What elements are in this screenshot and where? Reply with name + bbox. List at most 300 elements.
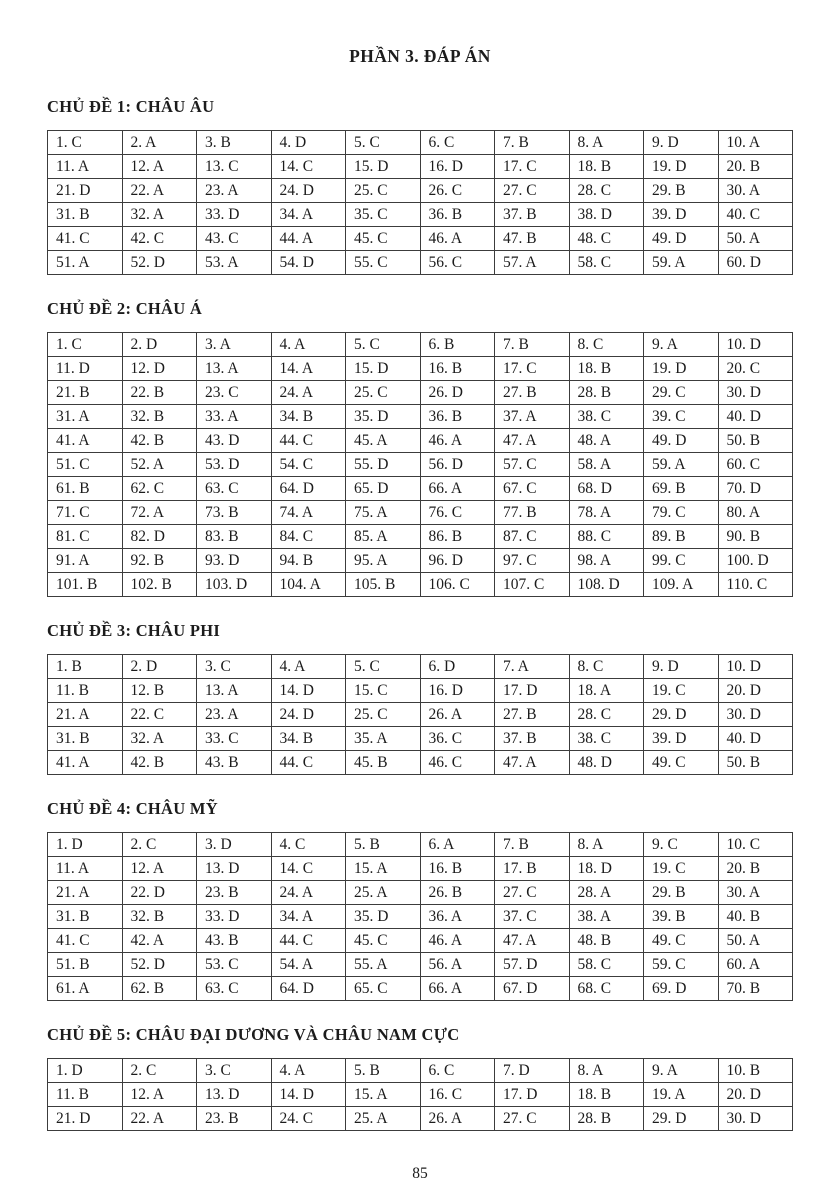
answer-cell: 56. C bbox=[420, 251, 495, 275]
answer-cell: 59. A bbox=[644, 251, 719, 275]
answer-cell: 11. D bbox=[48, 357, 123, 381]
answer-cell: 29. B bbox=[644, 179, 719, 203]
answer-cell: 62. B bbox=[122, 977, 197, 1001]
answer-cell: 99. C bbox=[644, 549, 719, 573]
answer-cell: 79. C bbox=[644, 501, 719, 525]
answer-cell: 49. C bbox=[644, 751, 719, 775]
answer-cell: 1. C bbox=[48, 131, 123, 155]
answer-cell: 28. B bbox=[569, 1107, 644, 1131]
answer-cell: 4. A bbox=[271, 333, 346, 357]
answer-cell: 17. D bbox=[495, 1083, 570, 1107]
table-row bbox=[48, 953, 793, 977]
table-row bbox=[48, 131, 793, 155]
answer-cell: 49. C bbox=[644, 929, 719, 953]
answer-cell: 14. D bbox=[271, 1083, 346, 1107]
answer-cell: 44. C bbox=[271, 929, 346, 953]
answer-cell: 5. C bbox=[346, 131, 421, 155]
answer-cell: 3. B bbox=[197, 131, 272, 155]
answer-cell: 4. D bbox=[271, 131, 346, 155]
answer-cell: 108. D bbox=[569, 573, 644, 597]
answer-cell: 34. A bbox=[271, 905, 346, 929]
answer-cell: 2. C bbox=[122, 833, 197, 857]
answer-cell: 11. B bbox=[48, 1083, 123, 1107]
answer-cell: 3. C bbox=[197, 655, 272, 679]
answer-cell: 20. D bbox=[718, 1083, 793, 1107]
answer-cell: 34. B bbox=[271, 727, 346, 751]
answer-cell: 92. B bbox=[122, 549, 197, 573]
answer-cell: 3. C bbox=[197, 1059, 272, 1083]
answer-cell: 31. B bbox=[48, 727, 123, 751]
answer-cell: 20. C bbox=[718, 357, 793, 381]
answer-cell: 30. A bbox=[718, 881, 793, 905]
section-heading-5: CHỦ ĐỀ 5: CHÂU ĐẠI DƯƠNG VÀ CHÂU NAM CỰC bbox=[47, 1025, 460, 1044]
section-heading-2: CHỦ ĐỀ 2: CHÂU Á bbox=[47, 299, 203, 318]
answer-cell: 63. C bbox=[197, 977, 272, 1001]
answer-cell: 81. C bbox=[48, 525, 123, 549]
answer-cell: 12. B bbox=[122, 679, 197, 703]
answer-cell: 48. B bbox=[569, 929, 644, 953]
answer-cell: 88. C bbox=[569, 525, 644, 549]
answer-cell: 50. A bbox=[718, 929, 793, 953]
answer-cell: 25. A bbox=[346, 881, 421, 905]
answer-cell: 49. D bbox=[644, 227, 719, 251]
answer-cell: 33. C bbox=[197, 727, 272, 751]
answer-cell: 12. A bbox=[122, 155, 197, 179]
answer-cell: 31. B bbox=[48, 203, 123, 227]
answer-cell: 36. C bbox=[420, 727, 495, 751]
answer-cell: 18. B bbox=[569, 357, 644, 381]
answer-cell: 38. C bbox=[569, 727, 644, 751]
answer-cell: 33. D bbox=[197, 905, 272, 929]
answer-cell: 42. C bbox=[122, 227, 197, 251]
table-row bbox=[48, 357, 793, 381]
answer-cell: 16. C bbox=[420, 1083, 495, 1107]
answer-cell: 85. A bbox=[346, 525, 421, 549]
answer-cell: 69. B bbox=[644, 477, 719, 501]
answer-cell: 26. C bbox=[420, 179, 495, 203]
answer-cell: 21. B bbox=[48, 381, 123, 405]
answer-cell: 57. D bbox=[495, 953, 570, 977]
answer-cell: 7. D bbox=[495, 1059, 570, 1083]
answer-cell: 51. A bbox=[48, 251, 123, 275]
answer-cell: 25. C bbox=[346, 381, 421, 405]
table-row bbox=[48, 857, 793, 881]
answer-cell: 18. B bbox=[569, 155, 644, 179]
answer-cell: 14. A bbox=[271, 357, 346, 381]
answer-cell: 32. B bbox=[122, 905, 197, 929]
answer-cell: 78. A bbox=[569, 501, 644, 525]
answer-cell: 37. A bbox=[495, 405, 570, 429]
answer-cell: 7. B bbox=[495, 131, 570, 155]
answer-table-1 bbox=[47, 130, 793, 275]
answer-cell: 98. A bbox=[569, 549, 644, 573]
answer-cell: 26. B bbox=[420, 881, 495, 905]
answer-cell: 43. C bbox=[197, 227, 272, 251]
answer-cell: 35. A bbox=[346, 727, 421, 751]
answer-cell: 23. B bbox=[197, 1107, 272, 1131]
answer-cell: 30. A bbox=[718, 179, 793, 203]
answer-cell: 27. C bbox=[495, 1107, 570, 1131]
answer-cell: 59. A bbox=[644, 453, 719, 477]
answer-cell: 20. D bbox=[718, 679, 793, 703]
answer-cell: 45. A bbox=[346, 429, 421, 453]
answer-cell: 24. D bbox=[271, 179, 346, 203]
answer-cell: 26. A bbox=[420, 1107, 495, 1131]
table-row bbox=[48, 573, 793, 597]
answer-cell: 24. A bbox=[271, 381, 346, 405]
table-row bbox=[48, 679, 793, 703]
answer-cell: 21. A bbox=[48, 703, 123, 727]
table-row bbox=[48, 179, 793, 203]
table-row bbox=[48, 477, 793, 501]
answer-cell: 45. C bbox=[346, 929, 421, 953]
answer-cell: 35. C bbox=[346, 203, 421, 227]
answer-cell: 45. C bbox=[346, 227, 421, 251]
answer-cell: 72. A bbox=[122, 501, 197, 525]
answer-cell: 8. C bbox=[569, 655, 644, 679]
answer-cell: 17. D bbox=[495, 679, 570, 703]
answer-cell: 24. D bbox=[271, 703, 346, 727]
answer-cell: 50. B bbox=[718, 751, 793, 775]
answer-cell: 8. C bbox=[569, 333, 644, 357]
answer-cell: 9. A bbox=[644, 1059, 719, 1083]
answer-cell: 46. A bbox=[420, 227, 495, 251]
answer-cell: 61. A bbox=[48, 977, 123, 1001]
answer-cell: 5. C bbox=[346, 333, 421, 357]
answer-cell: 22. A bbox=[122, 1107, 197, 1131]
answer-table-4 bbox=[47, 832, 793, 1001]
table-row bbox=[48, 525, 793, 549]
answer-cell: 28. B bbox=[569, 381, 644, 405]
answer-cell: 43. B bbox=[197, 751, 272, 775]
answer-cell: 14. D bbox=[271, 679, 346, 703]
answer-cell: 10. B bbox=[718, 1059, 793, 1083]
answer-cell: 25. C bbox=[346, 179, 421, 203]
answer-cell: 70. B bbox=[718, 977, 793, 1001]
answer-cell: 35. D bbox=[346, 905, 421, 929]
answer-cell: 25. A bbox=[346, 1107, 421, 1131]
answer-cell: 18. A bbox=[569, 679, 644, 703]
answer-cell: 10. D bbox=[718, 655, 793, 679]
answer-cell: 34. B bbox=[271, 405, 346, 429]
answer-cell: 66. A bbox=[420, 477, 495, 501]
answer-cell: 1. D bbox=[48, 833, 123, 857]
answer-cell: 47. B bbox=[495, 227, 570, 251]
answer-cell: 68. C bbox=[569, 977, 644, 1001]
answer-cell: 56. A bbox=[420, 953, 495, 977]
table-row bbox=[48, 453, 793, 477]
answer-cell: 15. A bbox=[346, 857, 421, 881]
answer-cell: 2. A bbox=[122, 131, 197, 155]
answer-cell: 64. D bbox=[271, 977, 346, 1001]
answer-cell: 110. C bbox=[718, 573, 793, 597]
answer-cell: 1. C bbox=[48, 333, 123, 357]
answer-cell: 82. D bbox=[122, 525, 197, 549]
section-heading-4: CHỦ ĐỀ 4: CHÂU MỸ bbox=[47, 799, 219, 818]
answer-cell: 68. D bbox=[569, 477, 644, 501]
answer-cell: 5. C bbox=[346, 655, 421, 679]
answer-cell: 26. A bbox=[420, 703, 495, 727]
answer-cell: 48. C bbox=[569, 227, 644, 251]
answer-cell: 101. B bbox=[48, 573, 123, 597]
answer-cell: 19. C bbox=[644, 857, 719, 881]
answer-cell: 8. A bbox=[569, 131, 644, 155]
answer-cell: 44. C bbox=[271, 429, 346, 453]
answer-cell: 62. C bbox=[122, 477, 197, 501]
answer-cell: 15. C bbox=[346, 679, 421, 703]
answer-cell: 19. C bbox=[644, 679, 719, 703]
answer-cell: 46. A bbox=[420, 929, 495, 953]
answer-cell: 46. A bbox=[420, 429, 495, 453]
table-row bbox=[48, 333, 793, 357]
answer-cell: 49. D bbox=[644, 429, 719, 453]
answer-cell: 58. A bbox=[569, 453, 644, 477]
table-row bbox=[48, 549, 793, 573]
answer-cell: 34. A bbox=[271, 203, 346, 227]
answer-cell: 38. C bbox=[569, 405, 644, 429]
answer-cell: 37. B bbox=[495, 203, 570, 227]
answer-cell: 84. C bbox=[271, 525, 346, 549]
answer-cell: 20. B bbox=[718, 857, 793, 881]
answer-cell: 57. C bbox=[495, 453, 570, 477]
answer-cell: 44. C bbox=[271, 751, 346, 775]
answer-cell: 13. A bbox=[197, 357, 272, 381]
answer-cell: 21. D bbox=[48, 1107, 123, 1131]
answer-cell: 4. C bbox=[271, 833, 346, 857]
answer-cell: 32. B bbox=[122, 405, 197, 429]
answer-cell: 12. A bbox=[122, 1083, 197, 1107]
answer-cell: 96. D bbox=[420, 549, 495, 573]
answer-cell: 51. C bbox=[48, 453, 123, 477]
answer-cell: 10. D bbox=[718, 333, 793, 357]
table-row bbox=[48, 881, 793, 905]
answer-cell: 43. B bbox=[197, 929, 272, 953]
answer-cell: 6. A bbox=[420, 833, 495, 857]
answer-cell: 9. C bbox=[644, 833, 719, 857]
answer-cell: 12. D bbox=[122, 357, 197, 381]
table-row bbox=[48, 203, 793, 227]
answer-cell: 7. B bbox=[495, 333, 570, 357]
answer-cell: 70. D bbox=[718, 477, 793, 501]
answer-cell: 17. B bbox=[495, 857, 570, 881]
answer-cell: 40. D bbox=[718, 727, 793, 751]
answer-cell: 16. D bbox=[420, 155, 495, 179]
answer-sections bbox=[47, 97, 793, 1131]
answer-cell: 15. D bbox=[346, 155, 421, 179]
answer-cell: 29. B bbox=[644, 881, 719, 905]
answer-cell: 100. D bbox=[718, 549, 793, 573]
answer-cell: 16. B bbox=[420, 357, 495, 381]
table-row bbox=[48, 751, 793, 775]
answer-cell: 16. D bbox=[420, 679, 495, 703]
answer-cell: 60. C bbox=[718, 453, 793, 477]
answer-cell: 90. B bbox=[718, 525, 793, 549]
answer-cell: 31. A bbox=[48, 405, 123, 429]
table-row bbox=[48, 655, 793, 679]
answer-cell: 50. A bbox=[718, 227, 793, 251]
answer-cell: 14. C bbox=[271, 857, 346, 881]
answer-cell: 40. B bbox=[718, 905, 793, 929]
answer-cell: 6. D bbox=[420, 655, 495, 679]
answer-cell: 55. A bbox=[346, 953, 421, 977]
answer-cell: 48. D bbox=[569, 751, 644, 775]
answer-cell: 15. D bbox=[346, 357, 421, 381]
answer-cell: 27. B bbox=[495, 381, 570, 405]
answer-cell: 28. C bbox=[569, 703, 644, 727]
answer-cell: 55. D bbox=[346, 453, 421, 477]
answer-cell: 23. C bbox=[197, 381, 272, 405]
answer-cell: 6. C bbox=[420, 131, 495, 155]
table-row bbox=[48, 429, 793, 453]
answer-cell: 31. B bbox=[48, 905, 123, 929]
answer-cell: 69. D bbox=[644, 977, 719, 1001]
answer-cell: 52. D bbox=[122, 251, 197, 275]
answer-cell: 80. A bbox=[718, 501, 793, 525]
answer-cell: 61. B bbox=[48, 477, 123, 501]
table-row bbox=[48, 251, 793, 275]
answer-cell: 65. D bbox=[346, 477, 421, 501]
answer-cell: 7. A bbox=[495, 655, 570, 679]
answer-cell: 89. B bbox=[644, 525, 719, 549]
answer-cell: 37. C bbox=[495, 905, 570, 929]
answer-cell: 91. A bbox=[48, 549, 123, 573]
answer-cell: 18. B bbox=[569, 1083, 644, 1107]
answer-cell: 64. D bbox=[271, 477, 346, 501]
answer-cell: 4. A bbox=[271, 655, 346, 679]
answer-cell: 59. C bbox=[644, 953, 719, 977]
answer-cell: 77. B bbox=[495, 501, 570, 525]
answer-cell: 5. B bbox=[346, 1059, 421, 1083]
answer-cell: 94. B bbox=[271, 549, 346, 573]
answer-cell: 38. D bbox=[569, 203, 644, 227]
answer-cell: 2. C bbox=[122, 1059, 197, 1083]
answer-cell: 39. C bbox=[644, 405, 719, 429]
answer-cell: 47. A bbox=[495, 429, 570, 453]
answer-cell: 74. A bbox=[271, 501, 346, 525]
answer-cell: 97. C bbox=[495, 549, 570, 573]
answer-cell: 23. A bbox=[197, 179, 272, 203]
answer-cell: 107. C bbox=[495, 573, 570, 597]
page-number: 85 bbox=[412, 1165, 428, 1182]
table-row bbox=[48, 501, 793, 525]
answer-cell: 22. A bbox=[122, 179, 197, 203]
answer-cell: 24. A bbox=[271, 881, 346, 905]
answer-cell: 65. C bbox=[346, 977, 421, 1001]
answer-cell: 13. A bbox=[197, 679, 272, 703]
answer-cell: 41. A bbox=[48, 429, 123, 453]
answer-cell: 57. A bbox=[495, 251, 570, 275]
answer-cell: 60. A bbox=[718, 953, 793, 977]
answer-cell: 46. C bbox=[420, 751, 495, 775]
answer-cell: 13. D bbox=[197, 857, 272, 881]
answer-cell: 37. B bbox=[495, 727, 570, 751]
answer-cell: 2. D bbox=[122, 333, 197, 357]
answer-cell: 1. D bbox=[48, 1059, 123, 1083]
answer-cell: 106. C bbox=[420, 573, 495, 597]
answer-cell: 47. A bbox=[495, 929, 570, 953]
answer-cell: 27. C bbox=[495, 881, 570, 905]
answer-cell: 24. C bbox=[271, 1107, 346, 1131]
section-heading-1: CHỦ ĐỀ 1: CHÂU ÂU bbox=[47, 97, 215, 116]
page-title: PHẦN 3. ĐÁP ÁN bbox=[349, 46, 491, 66]
answer-cell: 48. A bbox=[569, 429, 644, 453]
answer-cell: 22. D bbox=[122, 881, 197, 905]
answer-cell: 83. B bbox=[197, 525, 272, 549]
answer-cell: 87. C bbox=[495, 525, 570, 549]
answer-cell: 8. A bbox=[569, 833, 644, 857]
answer-cell: 33. D bbox=[197, 203, 272, 227]
answer-cell: 47. A bbox=[495, 751, 570, 775]
answer-cell: 17. C bbox=[495, 357, 570, 381]
answer-cell: 23. A bbox=[197, 703, 272, 727]
answer-cell: 20. B bbox=[718, 155, 793, 179]
answer-cell: 29. D bbox=[644, 703, 719, 727]
answer-cell: 42. B bbox=[122, 751, 197, 775]
answer-cell: 29. D bbox=[644, 1107, 719, 1131]
answer-cell: 10. A bbox=[718, 131, 793, 155]
answer-cell: 58. C bbox=[569, 953, 644, 977]
answer-cell: 7. B bbox=[495, 833, 570, 857]
table-row bbox=[48, 905, 793, 929]
answer-cell: 5. B bbox=[346, 833, 421, 857]
answer-cell: 13. C bbox=[197, 155, 272, 179]
answer-cell: 109. A bbox=[644, 573, 719, 597]
answer-cell: 52. D bbox=[122, 953, 197, 977]
answer-cell: 86. B bbox=[420, 525, 495, 549]
table-row bbox=[48, 381, 793, 405]
answer-cell: 103. D bbox=[197, 573, 272, 597]
answer-cell: 3. D bbox=[197, 833, 272, 857]
answer-cell: 19. D bbox=[644, 357, 719, 381]
answer-cell: 45. B bbox=[346, 751, 421, 775]
table-row bbox=[48, 1107, 793, 1131]
answer-cell: 54. D bbox=[271, 251, 346, 275]
answer-cell: 40. D bbox=[718, 405, 793, 429]
answer-cell: 8. A bbox=[569, 1059, 644, 1083]
answer-cell: 30. D bbox=[718, 381, 793, 405]
answer-cell: 29. C bbox=[644, 381, 719, 405]
answer-cell: 63. C bbox=[197, 477, 272, 501]
answer-cell: 19. A bbox=[644, 1083, 719, 1107]
section-heading-3: CHỦ ĐỀ 3: CHÂU PHI bbox=[47, 621, 221, 640]
answer-cell: 16. B bbox=[420, 857, 495, 881]
answer-cell: 41. A bbox=[48, 751, 123, 775]
answer-cell: 39. D bbox=[644, 727, 719, 751]
answer-cell: 1. B bbox=[48, 655, 123, 679]
answer-cell: 41. C bbox=[48, 227, 123, 251]
answer-cell: 71. C bbox=[48, 501, 123, 525]
answer-cell: 53. A bbox=[197, 251, 272, 275]
answer-cell: 10. C bbox=[718, 833, 793, 857]
answer-cell: 9. D bbox=[644, 131, 719, 155]
table-row bbox=[48, 833, 793, 857]
answer-cell: 67. C bbox=[495, 477, 570, 501]
answer-cell: 21. A bbox=[48, 881, 123, 905]
answer-cell: 14. C bbox=[271, 155, 346, 179]
answer-cell: 25. C bbox=[346, 703, 421, 727]
answer-cell: 58. C bbox=[569, 251, 644, 275]
answer-cell: 67. D bbox=[495, 977, 570, 1001]
answer-cell: 41. C bbox=[48, 929, 123, 953]
answer-cell: 56. D bbox=[420, 453, 495, 477]
answer-cell: 51. B bbox=[48, 953, 123, 977]
answer-cell: 11. A bbox=[48, 155, 123, 179]
table-row bbox=[48, 1083, 793, 1107]
answer-cell: 11. A bbox=[48, 857, 123, 881]
answer-cell: 4. A bbox=[271, 1059, 346, 1083]
table-row bbox=[48, 977, 793, 1001]
table-row bbox=[48, 727, 793, 751]
